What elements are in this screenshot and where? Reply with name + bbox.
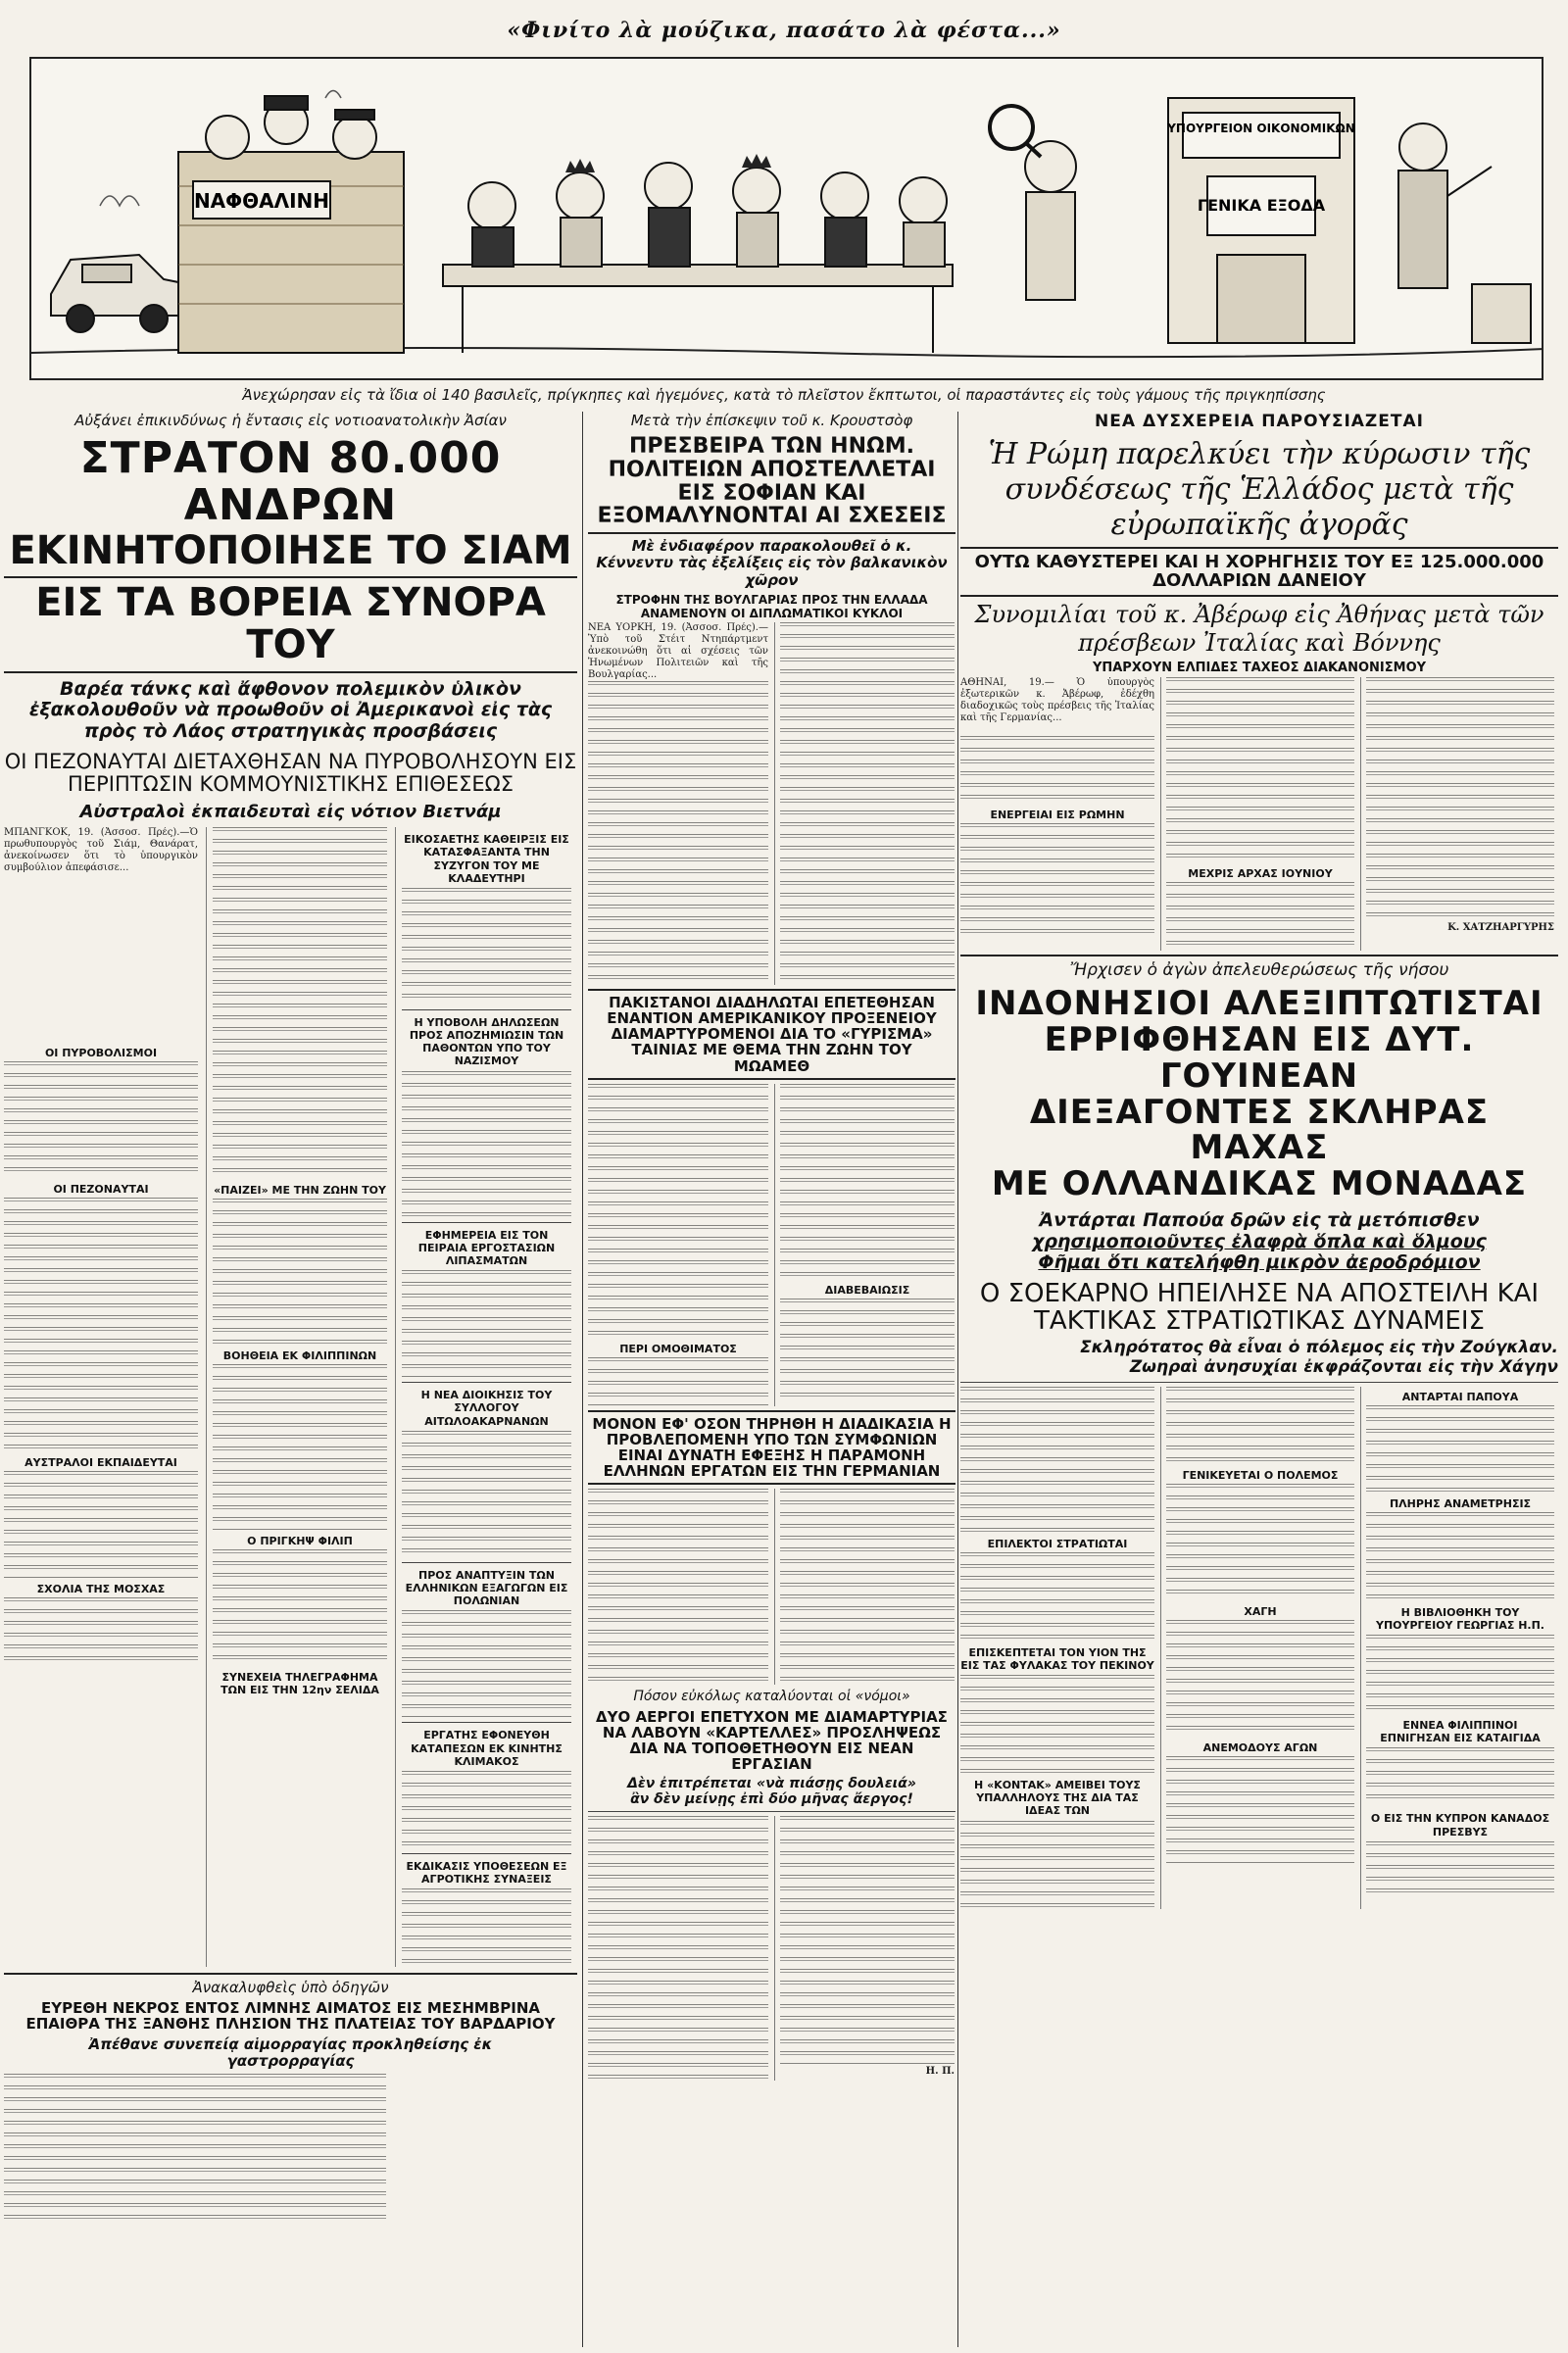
subhead-energeiai: ΕΝΕΡΓΕΙΑΙ ΕΙΣ ΡΩΜΗΝ [990, 809, 1125, 822]
article-text-block [588, 1489, 768, 1685]
signoff: Η. Π. [925, 2066, 955, 2078]
headline-indonisioi-1: ΙΝΔΟΝΗΣΙΟΙ ΑΛΕΞΙΠΤΩΤΙΣΤΑΙ [975, 984, 1544, 1024]
headline-presveira: ΠΡΕΣΒΕΙΡΑ ΤΩΝ ΗΝΩΜ. ΠΟΛΙΤΕΙΩΝ ΑΠΟΣΤΕΛΛΕΤΑΙ ΕΙΣ ΣΟΦΙΑΝ ΚΑΙ ΕΞΟΜΑΛΥΝΟΝΤΑΙ ΑΙ ΣΧΕΣΕΙΣ [597, 434, 947, 529]
brief-kypros: Ο ΕΙΣ ΤΗΝ ΚΥΠΡΟΝ ΚΑΝΑΔΟΣ ΠΡΕΣΒΥΣ [1370, 1812, 1550, 1838]
brief-ypovoli: Η ΥΠΟΒΟΛΗ ΔΗΛΩΣΕΩΝ ΠΡΟΣ ΑΠΟΖΗΜΙΩΣΙΝ ΤΩΝ ΠΑΘΟΝΤΩΝ ΥΠΟ ΤΟΥ ΝΑΖΙΣΜΟΥ [409, 1015, 564, 1068]
subhead-antartai: ΑΝΤΑΡΤΑΙ ΠΑΠΟΥΑ [1401, 1390, 1519, 1403]
deck-papoua-3: Φῆμαι ὅτι κατελήφθη μικρὸν ἀεροδρόμιον [1038, 1251, 1481, 1274]
article-text-block [213, 1364, 387, 1531]
brief-efemereia: ΕΦΗΜΕΡΕΙΑ ΕΙΣ ΤΟΝ ΠΕΙΡΑΙΑ ΕΡΓΟΣΤΑΣΙΩΝ ΛΙΠΑΣΜΑΤΩΝ [417, 1228, 556, 1268]
article-text-block [402, 1888, 571, 1967]
article-text-block [4, 1597, 198, 1666]
cartoon-title: «Φινίτο λὰ μούζικα, πασάτο λὰ φέστα...» [507, 18, 1061, 43]
subhead-anemodous: ΑΝΕΜΟΔΟΥΣ ΑΓΩΝ [1202, 1740, 1318, 1754]
headline-daneio: ΟΥΤΩ ΚΑΘΥΣΤΕΡΕΙ ΚΑΙ Η ΧΟΡΗΓΗΣΙΣ ΤΟΥ ΕΞ 125.000.000 ΔΟΛΛΑΡΙΩΝ ΔΑΝΕΙΟΥ [974, 552, 1544, 592]
cartoon-illustration [31, 59, 1544, 380]
article-text-block [780, 1816, 955, 2066]
brief-ekdikasis: ΕΚΔΙΚΑΣΙΣ ΥΠΟΘΕΣΕΩΝ ΕΞ ΑΓΡΟΤΙΚΗΣ ΣΥΝΑΞΕΙΣ [406, 1859, 567, 1887]
article-text-block [588, 1357, 768, 1406]
brief-eikosaetis: ΕΙΚΟΣΑΕΤΗΣ ΚΑΘΕΙΡΞΙΣ ΕΙΣ ΚΑΤΑΣΦΑΞΑΝΤΑ ΤΗΝ ΣΥΖΥΓΟΝ ΤΟΥ ΜΕ ΚΛΑΔΕΥΤΗΡΙ [404, 833, 569, 885]
article-text-block [402, 888, 571, 1005]
article-text-block [1166, 1484, 1354, 1601]
subhead-pyrobolismoi: ΟΙ ΠΥΡΟΒΟΛΙΣΜΟΙ [44, 1047, 158, 1060]
article-text-block [960, 1675, 1154, 1773]
brief-polonia: ΠΡΟΣ ΑΝΑΠΤΥΞΙΝ ΤΩΝ ΕΛΛΗΝΙΚΩΝ ΕΞΑΓΩΓΩΝ ΕΙΣ ΠΟΛΩΝΙΑΝ [405, 1568, 568, 1608]
article-text-block [1166, 677, 1354, 863]
naftalini-label: ΝΑΦΘΑΛΙΝΗ [193, 189, 330, 213]
kicker-siam: Αὐξάνει ἐπικινδύνως ἡ ἔντασις εἰς νοτιοανατολικὴν Ἀσίαν [74, 412, 507, 429]
deck-zougla: Σκληρότατος θὰ εἶναι ὁ πόλεμος εἰς τὴν Ζούγκλαν. [1080, 1338, 1558, 1358]
article-text-block [1366, 1841, 1554, 1900]
subcolumn-siam [4, 827, 198, 1967]
article-text-block [960, 823, 1154, 941]
article-text-block [1366, 677, 1554, 922]
brief-kontak: Η «ΚΟΝΤΑΚ» ΑΜΕΙΒΕΙ ΤΟΥΣ ΥΠΑΛΛΗΛΟΥΣ ΤΗΣ ΔΙΑ ΤΑΣ ΙΔΕΑΣ ΤΩΝ [974, 1778, 1141, 1818]
kicker-dyschereia: ΝΕΑ ΔΥΣΧΕΡΕΙΑ ΠΑΡΟΥΣΙΑΖΕΤΑΙ [1095, 412, 1424, 431]
deck-aergoi-2: ἂν δὲν μείνῃς ἐπὶ δύο μῆνας ἄεργος! [630, 1791, 913, 1808]
subcolumn-middle [206, 827, 387, 1967]
article-text-block [1166, 1756, 1354, 1864]
article-text-block [402, 1610, 571, 1718]
article-text-block [402, 1071, 571, 1218]
expenses-label: ΓΕΝΙΚΑ ΕΞΟΔΑ [1197, 196, 1326, 215]
article-text-block [402, 1431, 571, 1558]
column-left [4, 412, 577, 2221]
article-text-block [1366, 1405, 1554, 1494]
deck-papoua-1: Ἀντάρται Παπούα δρῶν εἰς τὰ μετόπισθεν [1039, 1208, 1480, 1231]
headline-indonisioi-2: ΕΡΡΙΦΘΗΣΑΝ ΕΙΣ ΔΥΤ. ΓΟΥΙΝΕΑΝ [1044, 1020, 1475, 1096]
article-lead: ΑΘΗΝΑΙ, 19.— Ὁ ὑπουργὸς ἐξωτερικῶν κ. Ἀβέρωφ, ἐδέχθη διαδοχικῶς τοὺς πρέσβεις τῆς Ἰταλίας καὶ τῆς Γερμανίας... [960, 677, 1154, 724]
article-text-block [960, 1821, 1154, 1909]
headline-indonisioi-3: ΔΙΕΞΑΓΟΝΤΕΣ ΣΚΛΗΡΑΣ ΜΑΧΑΣ [1029, 1092, 1490, 1168]
subhead-pezonautai: ΟΙ ΠΕΖΟΝΑΥΤΑΙ [53, 1183, 149, 1197]
deck-kennedy: Μὲ ἐνδιαφέρον παρακολουθεῖ ὁ κ. Κέννεντυ τὰς ἐξελίξεις εἰς τὸν βαλκανικὸν χῶρον [596, 537, 948, 589]
article-text-block [213, 1549, 387, 1667]
subhead-paixei: «ΠΑΙΖΕΙ» ΜΕ ΤΗΝ ΖΩΗΝ ΤΟΥ [214, 1184, 386, 1198]
article-text-block [960, 1552, 1154, 1641]
article-text-block [213, 827, 387, 1180]
article-text-block [1166, 882, 1354, 951]
brief-vivliothiki: Η ΒΙΒΛΙΟΘΗΚΗ ΤΟΥ ΥΠΟΥΡΓΕΙΟΥ ΓΕΩΡΓΙΑΣ Η.Π. [1376, 1605, 1544, 1632]
article-text-block [780, 1489, 955, 1685]
article-text-block [4, 1061, 198, 1179]
subhead-genikevetai: ΓΕΝΙΚΕΥΕΤΑΙ Ο ΠΟΛΕΜΟΣ [1182, 1468, 1339, 1482]
headline-pakistanoi: ΠΑΚΙΣΤΑΝΟΙ ΔΙΑΔΗΛΩΤΑΙ ΕΠΕΤΕΘΗΣΑΝ ΕΝΑΝΤΙΟΝ ΑΜΕΡΙΚΑΝΙΚΟΥ ΠΡΟΞΕΝΕΙΟΥ ΔΙΑΜΑΡΤΥΡΟΜΕΝΟΙ ΔΙΑ ΤΟ «ΓΥΡΙΣΜΑ» ΤΑΙΝΙΑΣ ΜΕ ΘΕΜΑ ΤΗΝ ΖΩΗΝ ΤΟΥ ΜΩΑΜΕΘ [607, 993, 937, 1075]
article-text-block [780, 622, 955, 985]
headline-indonisioi-4: ΜΕ ΟΛΛΑΝΔΙΚΑΣ ΜΟΝΑΔΑΣ [991, 1164, 1528, 1204]
article-text-block [960, 736, 1154, 805]
signoff: Κ. ΧΑΤΖΗΑΡΓΥΡΗΣ [1447, 922, 1554, 934]
column-middle [588, 412, 956, 2081]
column-rule [957, 412, 958, 2347]
political-cartoon [29, 57, 1544, 380]
kicker-agon: Ἤρχισεν ὁ ἀγὼν ἀπελευθερώσεως τῆς νήσου [1069, 960, 1449, 981]
headline-nekros: ΕΥΡΕΘΗ ΝΕΚΡΟΣ ΕΝΤΟΣ ΛΙΜΝΗΣ ΑΙΜΑΤΟΣ ΕΙΣ ΜΕΣΗΜΒΡΙΝΑ ΕΠΑΙΘΡΑ ΤΗΣ ΞΑΝΘΗΣ ΠΛΗΣΙΟΝ ΤΗΣ ΠΛΑΤΕΙΑΣ ΤΟΥ ΒΑΡΔΑΡΙΟΥ [25, 1999, 556, 2034]
continued-note: ΣΥΝΕΧΕΙΑ ΤΗΛΕΓΡΑΦΗΜΑ ΤΩΝ ΕΙΣ ΤΗΝ 12ην ΣΕΛΙΔΑ [220, 1671, 379, 1697]
article-text-block [1366, 1747, 1554, 1806]
headline-averof: Συνομιλίαι τοῦ κ. Ἀβέρωφ εἰς Ἀθήνας μετὰ τῶν πρέσβεων Ἰταλίας καὶ Βόννης [974, 600, 1544, 657]
brief-ergatis: ΕΡΓΑΤΗΣ ΕΦΟΝΕΥΘΗ ΚΑΤΑΠΕΣΩΝ ΕΚ ΚΙΝΗΤΗΣ ΚΛΙΜΑΚΟΣ [411, 1729, 563, 1768]
deck-papoua-2: χρησιμοποιοῦντες ἐλαφρὰ ὅπλα καὶ ὅλμους [1032, 1230, 1487, 1252]
subhead-hagi: ΧΑΓΗ [1244, 1604, 1277, 1618]
subcolumn-briefs [395, 827, 571, 1967]
headline-soekarno: Ο ΣΟΕΚΑΡΝΟ ΗΠΕΙΛΗΣΕ ΝΑ ΑΠΟΣΤΕΙΛΗ ΚΑΙ ΤΑΚΤΙΚΑΣ ΣΤΡΑΤΙΩΤΙΚΑΣ ΔΥΝΑΜΕΙΣ [979, 1279, 1540, 1337]
article-text-block [4, 2074, 386, 2221]
headline-ekinitopoiise: ΕΚΙΝΗΤΟΠΟΙΗΣΕ ΤΟ ΣΙΑΜ [9, 528, 572, 574]
kicker-nomoi: Πόσον εὐκόλως καταλύονται οἱ «νόμοι» [633, 1689, 910, 1705]
brief-episkeptetai: ΕΠΙΣΚΕΠΤΕΤΑΙ ΤΟΝ ΥΙΟΝ ΤΗΣ ΕΙΣ ΤΑΣ ΦΥΛΑΚΑΣ ΤΟΥ ΠΕΚΙΝΟΥ [960, 1645, 1154, 1672]
article-lead: ΜΠΑΝΓΚΟΚ, 19. (Ἀσσοσ. Πρές).—Ὁ πρωθυπουργὸς τοῦ Σιάμ, Θανάρατ, ἀνεκοίνωσεν ὅτι τὸ ὑπουργικὸν συμβούλιον ἀπεφάσισε... [4, 827, 198, 874]
column-right [960, 412, 1558, 1909]
subhead-voitheia: ΒΟΗΘΕΙΑ ΕΚ ΦΙΛΙΠΠΙΝΩΝ [222, 1349, 377, 1363]
headline-voreia-synora: ΕΙΣ ΤΑ ΒΟΡΕΙΑ ΣΥΝΟΡΑ ΤΟΥ [35, 580, 546, 668]
article-text-block [1366, 1512, 1554, 1600]
subhead-australoi: ΑΥΣΤΡΑΛΟΙ ΕΚΠΑΙΔΕΥΤΑΙ [24, 1456, 177, 1470]
brief-nea-dioikisis: Η ΝΕΑ ΔΙΟΙΚΗΣΙΣ ΤΟΥ ΣΥΛΛΟΓΟΥ ΑΙΤΩΛΟΑΚΑΡΝΑΝΩΝ [420, 1389, 553, 1428]
article-text-block [588, 1084, 768, 1339]
article-text-block [1366, 1635, 1554, 1713]
headline-germania: ΜΟΝΟΝ ΕΦ' ΟΣΟΝ ΤΗΡΗΘΗ Η ΔΙΑΔΙΚΑΣΙΑ Η ΠΡΟΒΛΕΠΟΜΕΝΗ ΥΠΟ ΤΩΝ ΣΥΜΦΩΝΙΩΝ ΕΙΝΑΙ ΔΥΝΑΤΗ ΕΦΕΞΗΣ Η ΠΑΡΑΜΟΝΗ ΕΛΛΗΝΩΝ ΕΡΓΑΤΩΝ ΕΙΣ ΤΗΝ ΓΕΡΜΑΝΙΑΝ [592, 1414, 952, 1481]
subhead-strofi: ΣΤΡΟΦΗΝ ΤΗΣ ΒΟΥΛΓΑΡΙΑΣ ΠΡΟΣ ΤΗΝ ΕΛΛΑΔΑ ΑΝΑΜΕΝΟΥΝ ΟΙ ΔΙΠΛΩΜΑΤΙΚΟΙ ΚΥΚΛΟΙ [615, 592, 928, 620]
article-text-block [1166, 1620, 1354, 1738]
article-text-block [960, 1387, 1154, 1534]
brief-ennea: ΕΝΝΕΑ ΦΙΛΙΠΠΙΝΟΙ ΕΠΝΙΓΗΣΑΝ ΕΙΣ ΚΑΤΑΙΓΙΔΑ [1380, 1718, 1541, 1745]
article-text-block [780, 1299, 955, 1397]
article-text-block [4, 1198, 198, 1452]
column-rule [582, 412, 583, 2347]
headline-romi: Ἡ Ρώμη παρελκύει τὴν κύρωσιν τῆς συνδέσεως τῆς Ἑλλάδος μετὰ τῆς εὐρωπαϊκῆς ἀγορᾶς [988, 437, 1531, 542]
article-text-block [4, 1471, 198, 1579]
article-lead: ΝΕΑ ΥΟΡΚΗ, 19. (Ἀσσοσ. Πρές).— Ὑπὸ τοῦ Στέιτ Ντηπάρτμεντ ἀνεκοινώθη ὅτι αἱ σχέσεις τῶν Ἡνωμένων Πολιτειῶν καὶ τῆς Βουλγαρίας... [588, 621, 768, 680]
article-text-block [402, 1771, 571, 1849]
article-text-block [588, 681, 768, 985]
article-text-block [780, 1084, 955, 1280]
subhead-omothimatos: ΠΕΡΙ ΟΜΟΘΙΜΑΤΟΣ [619, 1342, 737, 1355]
article-text-block [402, 1270, 571, 1378]
deck-aergoi-1: Δὲν ἐπιτρέπεται «νὰ πιάσῃς δουλειά» [627, 1776, 916, 1792]
deck-australoi: Αὐστραλοὶ ἐκπαιδευταὶ εἰς νότιον Βιετνάμ [79, 802, 502, 823]
headline-aergoi: ΔΥΟ ΑΕΡΓΟΙ ΕΠΕΤΥΧΟΝ ΜΕ ΔΙΑΜΑΡΤΥΡΙΑΣ ΝΑ ΛΑΒΟΥΝ «ΚΑΡΤΕΛΛΕΣ» ΠΡΟΣΛΗΨΕΩΣ ΔΙΑ ΝΑ ΤΟΠΟΘΕΤΗΘΟΥΝ ΕΙΣ ΝΕΑΝ ΕΡΓΑΣΙΑΝ [596, 1707, 948, 1774]
headline-stratos: ΣΤΡΑΤΟΝ 80.000 ΑΝΔΡΩΝ [79, 433, 502, 530]
subhead-prigkips: Ο ΠΡΙΓΚΗΨ ΦΙΛΙΠ [247, 1535, 353, 1548]
article-text-block [588, 1816, 768, 2081]
subhead-elpides: ΥΠΑΡΧΟΥΝ ΕΛΠΙΔΕΣ ΤΑΧΕΟΣ ΔΙΑΚΑΝΟΝΙΣΜΟΥ [1092, 661, 1427, 676]
subhead-mechri: ΜΕΧΡΙΣ ΑΡΧΑΣ ΙΟΥΝΙΟΥ [1188, 867, 1333, 881]
ministry-label: ΥΠΟΥΡΓΕΙΟΝ ΟΙΚΟΝΟΜΙΚΩΝ [1167, 122, 1355, 135]
kicker-kroustsof: Μετὰ τὴν ἐπίσκεψιν τοῦ κ. Κρουστσὸφ [630, 412, 913, 429]
deck-tanks: Βαρέα τάνκς καὶ ἄφθονον πολεμικὸν ὑλικὸν ἐξακολουθοῦν νὰ προωθοῦν οἱ Ἀμερικανοὶ εἰς τὰς πρὸς τὸ Λάος στρατηγικὰς προσβάσεις [28, 677, 553, 743]
subhead-pliris: ΠΛΗΡΗΣ ΑΝΑΜΕΤΡΗΣΙΣ [1389, 1496, 1532, 1510]
cartoon-caption: Ἀνεχώρησαν εἰς τὰ ἴδια οἱ 140 βασιλεῖς, πρίγκηπες καὶ ἡγεμόνες, κατὰ τὸ πλεῖστον ἔκπτωτοι, οἱ παραστάντες εἰς τοὺς γάμους τῆς πριγκηπίσσης [242, 386, 1326, 404]
article-text-block [1166, 1387, 1354, 1465]
subhead-epilektoi: ΕΠΙΛΕΚΤΟΙ ΣΤΡΑΤΙΩΤΑΙ [987, 1537, 1128, 1550]
kicker-anakalyfthe: Ἀνακαλυφθεὶς ὑπὸ ὁδηγῶν [192, 1979, 389, 1997]
deck-nekros: Ἀπέθανε συνεπείᾳ αἱμορραγίας προκληθείσης ἐκ γαστρορραγίας [88, 2034, 493, 2070]
headline-pezonautai: ΟΙ ΠΕΖΟΝΑΥΤΑΙ ΔΙΕΤΑΧΘΗΣΑΝ ΝΑ ΠΥΡΟΒΟΛΗΣΟΥΝ ΕΙΣ ΠΕΡΙΠΤΩΣΙΝ ΚΟΜΜΟΥΝΙΣΤΙΚΗΣ ΕΠΙΘΕΣΕΩΣ [4, 750, 577, 796]
article-text-block [213, 1199, 387, 1346]
deck-chagi: Ζωηραὶ ἀνησυχίαι ἐκφράζονται εἰς τὴν Χάγην [1129, 1357, 1558, 1378]
subhead-diaveveosis: ΔΙΑΒΕΒΑΙΩΣΙΣ [824, 1283, 910, 1297]
subhead-moscha: ΣΧΟΛΙΑ ΤΗΣ ΜΟΣΧΑΣ [36, 1583, 166, 1596]
